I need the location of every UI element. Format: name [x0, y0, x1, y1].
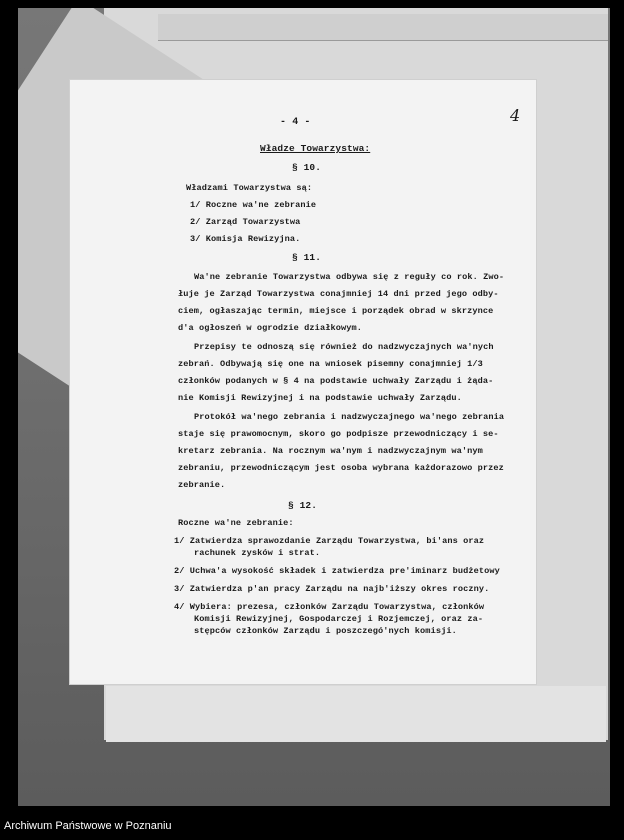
- text-line: Władzami Towarzystwa są:: [186, 183, 313, 193]
- text-line: staje się prawomocnym, skoro go podpisze przewodniczący i se-: [178, 429, 499, 439]
- text-line: łuje je Zarząd Towarzystwa conajmniej 14 dni przed jego odby-: [178, 289, 499, 299]
- text-line: nie Komisji Rewizyjnej i na podstawie uchwały Zarządu.: [178, 393, 462, 403]
- archive-name: Archiwum Państwowe w Poznaniu: [4, 820, 172, 832]
- text-line: Wa'ne zebranie Towarzystwa odbywa się z reguły co rok. Zwo-: [194, 272, 505, 282]
- text-line: kretarz zebrania. Na rocznym wa'nym i nadzwyczajnym wa'nym: [178, 446, 483, 456]
- back-sheet-top-edge: [158, 14, 608, 41]
- text-line: 1/ Zatwierdza sprawozdanie Zarządu Towarzystwa, bi'ans oraz: [174, 536, 485, 546]
- scan-background: [18, 8, 610, 806]
- text-line: 4/ Wybiera: prezesa, członków Zarządu Towarzystwa, członków: [174, 602, 485, 612]
- text-line: Protokół wa'nego zebrania i nadzwyczajnego wa'nego zebrania: [194, 412, 505, 422]
- page-corner-mark: 4: [510, 106, 521, 125]
- text-line: Przepisy te odnoszą się również do nadzwyczajnych wa'nych: [194, 342, 494, 352]
- text-line: zebrań. Odbywają się one na wniosek pisemny conajmniej 1/3: [178, 359, 483, 369]
- text-line: zebranie.: [178, 480, 226, 490]
- section-heading: Władze Towarzystwa:: [260, 143, 371, 154]
- text-line: członków podanych w § 4 na podstawie uchwały Zarządu i żąda-: [178, 376, 494, 386]
- text-line: Komisji Rewizyjnej, Gospodarczej i Rozjemczej, oraz za-: [194, 614, 484, 624]
- paragraph-number-10: § 10.: [292, 162, 322, 173]
- text-line: zebraniu, przewodniczącym jest osoba wybrana każdorazowo przez: [178, 463, 504, 473]
- text-line: 3/ Zatwierdza p'an pracy Zarządu na najb'iższy okres roczny.: [174, 584, 490, 594]
- paragraph-number-11: § 11.: [292, 252, 322, 263]
- document-page: [70, 80, 536, 684]
- text-line: Roczne wa'ne zebranie:: [178, 518, 294, 528]
- text-line: 3/ Komisja Rewizyjna.: [190, 234, 301, 244]
- text-line: 1/ Roczne wa'ne zebranie: [190, 200, 317, 210]
- text-line: stępców członków Zarządu i poszczegó'nych komisji.: [194, 626, 457, 636]
- text-line: 2/ Uchwa'a wysokość składek i zatwierdza pre'iminarz budżetowy: [174, 566, 500, 576]
- page-number: - 4 -: [280, 117, 311, 128]
- text-line: rachunek zysków i strat.: [194, 548, 321, 558]
- paragraph-number-12: § 12.: [288, 500, 318, 511]
- text-line: ciem, ogłaszając termin, miejsce i porządek obrad w skrzynce: [178, 306, 494, 316]
- text-line: d'a ogłoszeń w ogrodzie działkowym.: [178, 323, 362, 333]
- back-sheet-bottom-edge: [106, 686, 606, 742]
- text-line: 2/ Zarząd Towarzystwa: [190, 217, 301, 227]
- footer-bar: [0, 806, 624, 840]
